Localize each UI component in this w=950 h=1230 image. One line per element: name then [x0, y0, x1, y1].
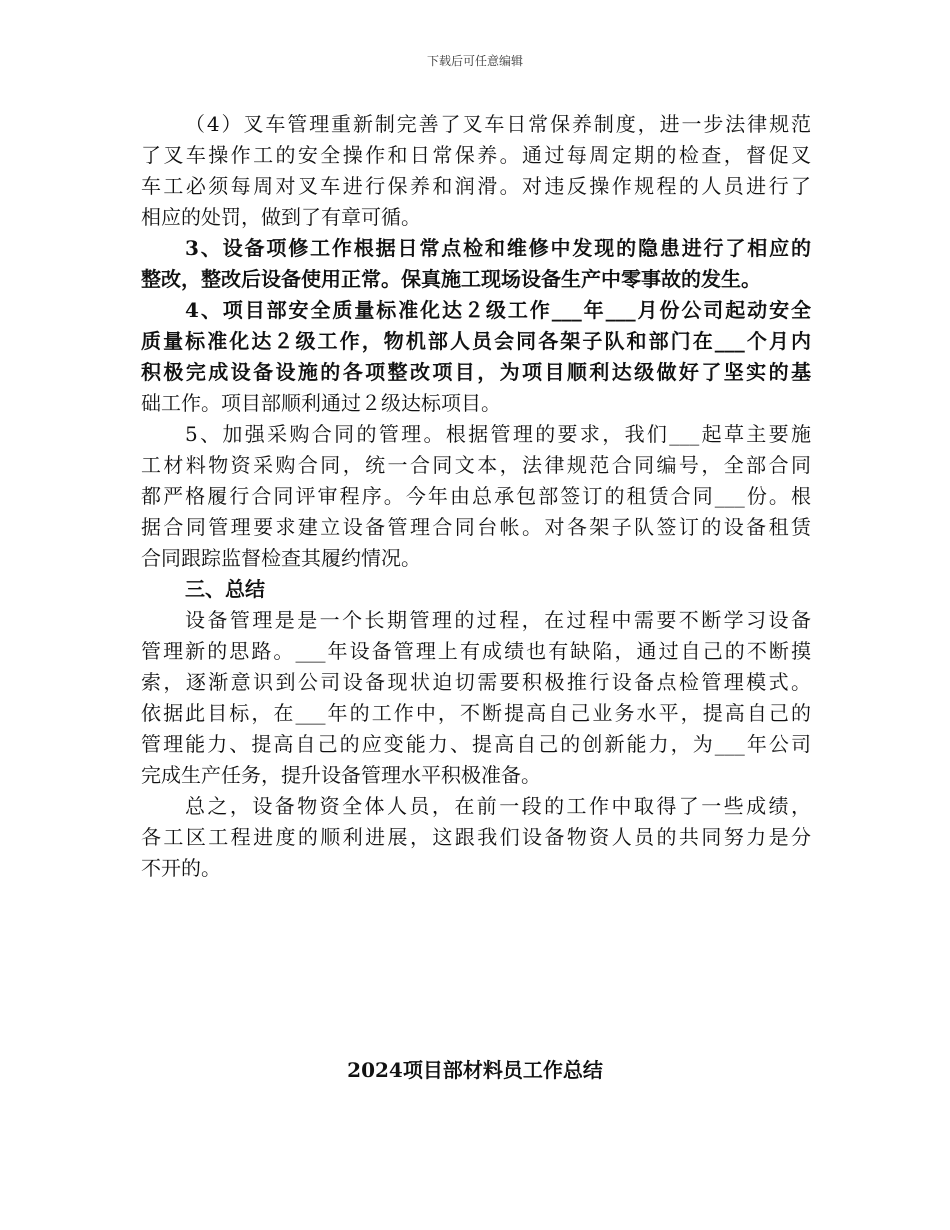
text-line: 设备管理是是一个长期管理的过程，在过程中需要不断学习设备 — [185, 608, 811, 632]
text-line: 础工作。项目部顺利通过２级达标项目。 — [141, 391, 501, 415]
text-line: 车工必须每周对叉车进行保养和润滑。对违反操作规程的人员进行了 — [141, 174, 811, 198]
text-line: 据合同管理要求建立设备管理合同台帐。对各架子队签订的设备租赁 — [141, 515, 811, 539]
paragraph-item-3 — [141, 233, 811, 295]
section-heading-summary — [141, 574, 811, 605]
text-line: 各工区工程进度的顺利进展，这跟我们设备物资人员的共同努力是分 — [141, 825, 811, 849]
text-line: 整改，整改后设备使用正常。保真施工现场设备生产中零事故的发生。 — [141, 267, 761, 291]
text-line: 4、项目部安全质量标准化达２级工作___年___月份公司起动安全 — [185, 298, 811, 322]
paragraph-forklift — [141, 109, 811, 233]
paragraph-item-4 — [141, 295, 811, 419]
text-line: 管理能力、提高自己的应变能力、提高自己的创新能力，为___年公司 — [141, 732, 811, 756]
text-line: （4）叉车管理重新制完善了叉车日常保养制度，进一步法律规范 — [185, 112, 811, 136]
text-line: 都严格履行合同评审程序。今年由总承包部签订的租赁合同___份。根 — [141, 484, 811, 508]
text-line: 了叉车操作工的安全操作和日常保养。通过每周定期的检查，督促叉 — [141, 143, 811, 167]
document-body — [141, 109, 811, 884]
text-line: 管理新的思路。___年设备管理上有成绩也有缺陷，通过自己的不断摸 — [141, 639, 811, 663]
text-line: 索，逐渐意识到公司设备现状迫切需要积极推行设备点检管理模式。 — [141, 670, 811, 694]
text-line: 相应的处罚，做到了有章可循。 — [141, 205, 421, 229]
section-heading: 三、总结 — [185, 577, 265, 601]
paragraph-summary — [141, 605, 811, 791]
document-title: 2024项目部材料员工作总结 — [347, 1058, 603, 1082]
paragraph-conclusion — [141, 791, 811, 884]
text-line: 依据此目标，在___年的工作中，不断提高自己业务水平，提高自己的 — [141, 701, 811, 725]
text-line: 工材料物资采购合同，统一合同文本，法律规范合同编号，全部合同 — [141, 453, 811, 477]
text-line: 完成生产任务，提升设备管理水平积极准备。 — [141, 763, 541, 787]
page-header: 下载后可任意编辑 — [426, 54, 523, 68]
text-line: 3、设备项修工作根据日常点检和维修中发现的隐患进行了相应的 — [185, 236, 811, 260]
text-line: 5、加强采购合同的管理。根据管理的要求，我们___起草主要施 — [185, 422, 811, 446]
text-line: 合同跟踪监督检查其履约情况。 — [141, 546, 421, 570]
text-line: 总之，设备物资全体人员，在前一段的工作中取得了一些成绩， — [185, 794, 811, 818]
text-line: 不开的。 — [141, 856, 221, 880]
paragraph-item-5 — [141, 419, 811, 574]
text-line: 积极完成设备设施的各项整改项目，为项目顺利达级做好了坚实的基 — [141, 360, 811, 384]
text-line: 质量标准化达２级工作，物机部人员会同各架子队和部门在___个月内 — [141, 329, 811, 353]
